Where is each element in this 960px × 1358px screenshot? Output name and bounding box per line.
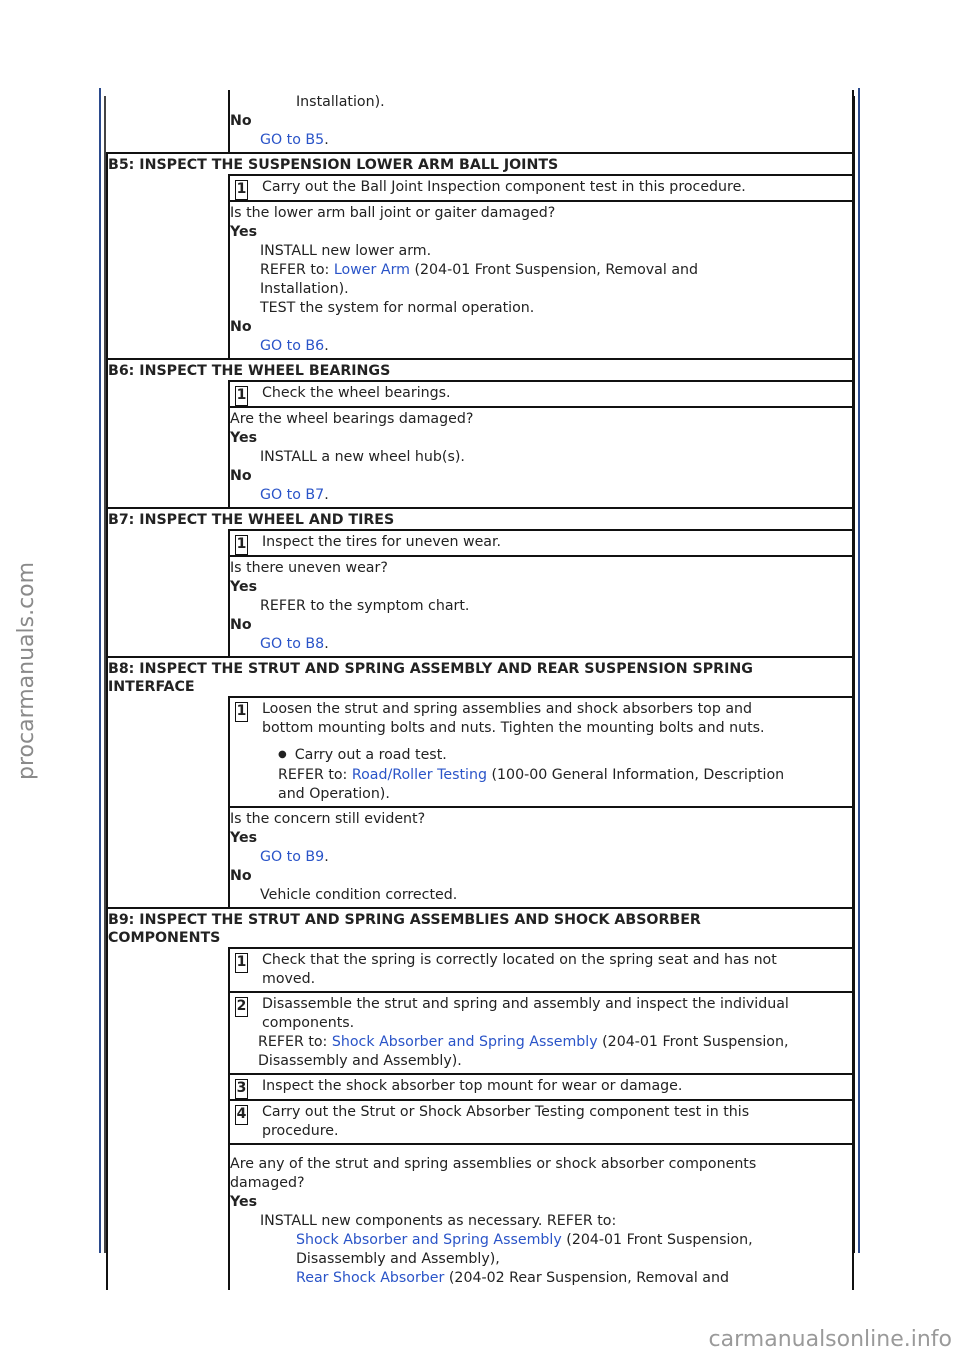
continuation-row: Installation). No GO to B5.: [106, 90, 854, 152]
step-text: Carry out the Ball Joint Inspection component test in this procedure.: [262, 179, 746, 195]
refer-label: REFER to:: [260, 262, 334, 278]
yes-label: Yes: [230, 1194, 258, 1210]
question-text: Is the lower arm ball joint or gaiter damaged?: [230, 205, 556, 221]
step-text-cont: moved.: [262, 971, 316, 987]
step-text-cont: components.: [262, 1015, 355, 1031]
section-b9: [106, 947, 854, 1290]
go-to-b9-link[interactable]: GO to B9: [260, 849, 325, 865]
step-number: 4: [235, 1105, 248, 1125]
section-b5-title: B5: INSPECT THE SUSPENSION LOWER ARM BALL JOINTS: [106, 152, 854, 174]
yes-label: Yes: [230, 579, 258, 595]
section-b7-title: B7: INSPECT THE WHEEL AND TIRES: [106, 507, 854, 529]
go-to-b8-link[interactable]: GO to B8: [260, 636, 325, 652]
section-b5: 1 Carry out the Ball Joint Inspection component test in this procedure. Is the lower arm ball joint or gaiter damaged? Yes INSTALL new lower arm. REFER to: Lower Arm (204-01 Front Suspension, Removal and Installation). TEST the system for normal operation. No GO to B6.: [106, 174, 854, 358]
no-label: No: [230, 617, 252, 633]
step-1: [230, 947, 852, 991]
page-border-left: [99, 88, 101, 1253]
refer-label: REFER to:: [258, 1034, 332, 1050]
step-1: [230, 529, 852, 555]
refer-detail-cont: and Operation).: [278, 786, 390, 802]
no-label: No: [230, 113, 252, 129]
step-number: 2: [235, 997, 248, 1017]
refer-detail-cont: Disassembly and Assembly),: [296, 1251, 500, 1267]
step-number: 1: [235, 702, 248, 722]
step-1: [230, 380, 852, 406]
question-text-cont: damaged?: [230, 1175, 305, 1191]
no-action: Vehicle condition corrected.: [260, 887, 458, 903]
no-label: No: [230, 319, 252, 335]
step-number: 3: [235, 1079, 248, 1099]
step-text: Loosen the strut and spring assemblies and shock absorbers top and: [262, 701, 753, 717]
yes-action-test: TEST the system for normal operation.: [260, 300, 535, 316]
go-to-b6-link[interactable]: GO to B6: [260, 338, 325, 354]
step-4: [230, 1099, 852, 1143]
step-text: Check that the spring is correctly located on the spring seat and has not: [262, 952, 777, 968]
step-1: [230, 696, 852, 806]
question-text: Is there uneven wear?: [230, 560, 388, 576]
yes-label: Yes: [230, 830, 258, 846]
lower-arm-link[interactable]: Lower Arm: [333, 262, 410, 278]
rear-shock-absorber-link[interactable]: Rear Shock Absorber: [296, 1270, 445, 1286]
step-number: 1: [235, 180, 248, 200]
step-number: 1: [235, 386, 248, 406]
no-label: No: [230, 468, 252, 484]
refer-detail: (204-01 Front Suspension, Removal and: [409, 262, 699, 278]
yes-action: INSTALL new components as necessary. REFER to:: [260, 1213, 617, 1229]
road-roller-testing-link[interactable]: Road/Roller Testing: [351, 767, 487, 783]
refer-detail-cont: Disassembly and Assembly).: [258, 1053, 462, 1069]
step-number: 1: [235, 953, 248, 973]
yes-label: Yes: [230, 224, 258, 240]
section-b8: 1 Loosen the strut and spring assemblies and shock absorbers top and bottom mounting bolts and nuts. Tighten the mounting bolts and nuts. ● Carry out a road test. REFER to: Road/Roller Testing (100-00 General Information, Description and Operation). Is the concern still evident? Yes GO to B9. No Vehicle condition corrected.: [106, 696, 854, 907]
page-border-right: [858, 88, 860, 1253]
diagnostic-table: [106, 90, 854, 1290]
step-2: [230, 991, 852, 1073]
section-b7: 1 Inspect the tires for uneven wear. Is there uneven wear? Yes REFER to the symptom chart. No GO to B8.: [106, 529, 854, 656]
yes-action: REFER to the symptom chart.: [260, 598, 470, 614]
step-text: Inspect the tires for uneven wear.: [262, 534, 502, 550]
refer-detail: (100-00 General Information, Description: [486, 767, 785, 783]
bottom-watermark: carmanualsonline.info: [708, 1327, 952, 1352]
go-to-b7-link[interactable]: GO to B7: [260, 487, 325, 503]
section-b8-title: [106, 656, 854, 696]
section-b9-title-line1: B9: INSPECT THE STRUT AND SPRING ASSEMBLIES AND SHOCK ABSORBER: [108, 912, 701, 928]
go-to-b5-link[interactable]: GO to B5: [260, 132, 325, 148]
step-text: Inspect the shock absorber top mount for wear or damage.: [262, 1078, 683, 1094]
step-number: 1: [235, 535, 248, 555]
refer-detail: (204-02 Rear Suspension, Removal and: [444, 1270, 729, 1286]
section-b9-title: [106, 907, 854, 947]
refer-detail: (204-01 Front Suspension,: [597, 1034, 789, 1050]
question-text: Are any of the strut and spring assemblies or shock absorber components: [230, 1156, 757, 1172]
step-text: Disassemble the strut and spring and assembly and inspect the individual: [262, 996, 789, 1012]
refer-detail-cont: Installation).: [260, 281, 349, 297]
section-b8-title-line1: B8: INSPECT THE STRUT AND SPRING ASSEMBLY AND REAR SUSPENSION SPRING: [108, 661, 753, 677]
bullet-road-test: ● Carry out a road test.: [278, 746, 852, 766]
continuation-text: Installation).: [296, 94, 385, 110]
section-b6: 1 Check the wheel bearings. Are the wheel bearings damaged? Yes INSTALL a new wheel hub(s). No GO to B7.: [106, 380, 854, 507]
refer-detail: (204-01 Front Suspension,: [561, 1232, 753, 1248]
refer-label: REFER to:: [278, 767, 352, 783]
step-text: Check the wheel bearings.: [262, 385, 451, 401]
no-label: No: [230, 868, 252, 884]
shock-absorber-spring-assembly-link[interactable]: Shock Absorber and Spring Assembly: [296, 1232, 562, 1248]
section-b6-title: B6: INSPECT THE WHEEL BEARINGS: [106, 358, 854, 380]
step-1: [230, 174, 852, 200]
side-watermark: procarmanuals.com: [14, 561, 39, 780]
question-text: Are the wheel bearings damaged?: [230, 411, 474, 427]
step-3: [230, 1073, 852, 1099]
yes-action: INSTALL a new wheel hub(s).: [260, 449, 465, 465]
step-text-cont: bottom mounting bolts and nuts. Tighten the mounting bolts and nuts.: [262, 720, 765, 736]
section-b9-title-line2: COMPONENTS: [108, 930, 221, 946]
shock-absorber-spring-assembly-link[interactable]: Shock Absorber and Spring Assembly: [331, 1034, 598, 1050]
step-text: Carry out the Strut or Shock Absorber Testing component test in this: [262, 1104, 750, 1120]
yes-label: Yes: [230, 430, 258, 446]
step-text-cont: procedure.: [262, 1123, 339, 1139]
yes-action: INSTALL new lower arm.: [260, 243, 432, 259]
question-text: Is the concern still evident?: [230, 811, 426, 827]
section-b8-title-line2: INTERFACE: [108, 679, 195, 695]
